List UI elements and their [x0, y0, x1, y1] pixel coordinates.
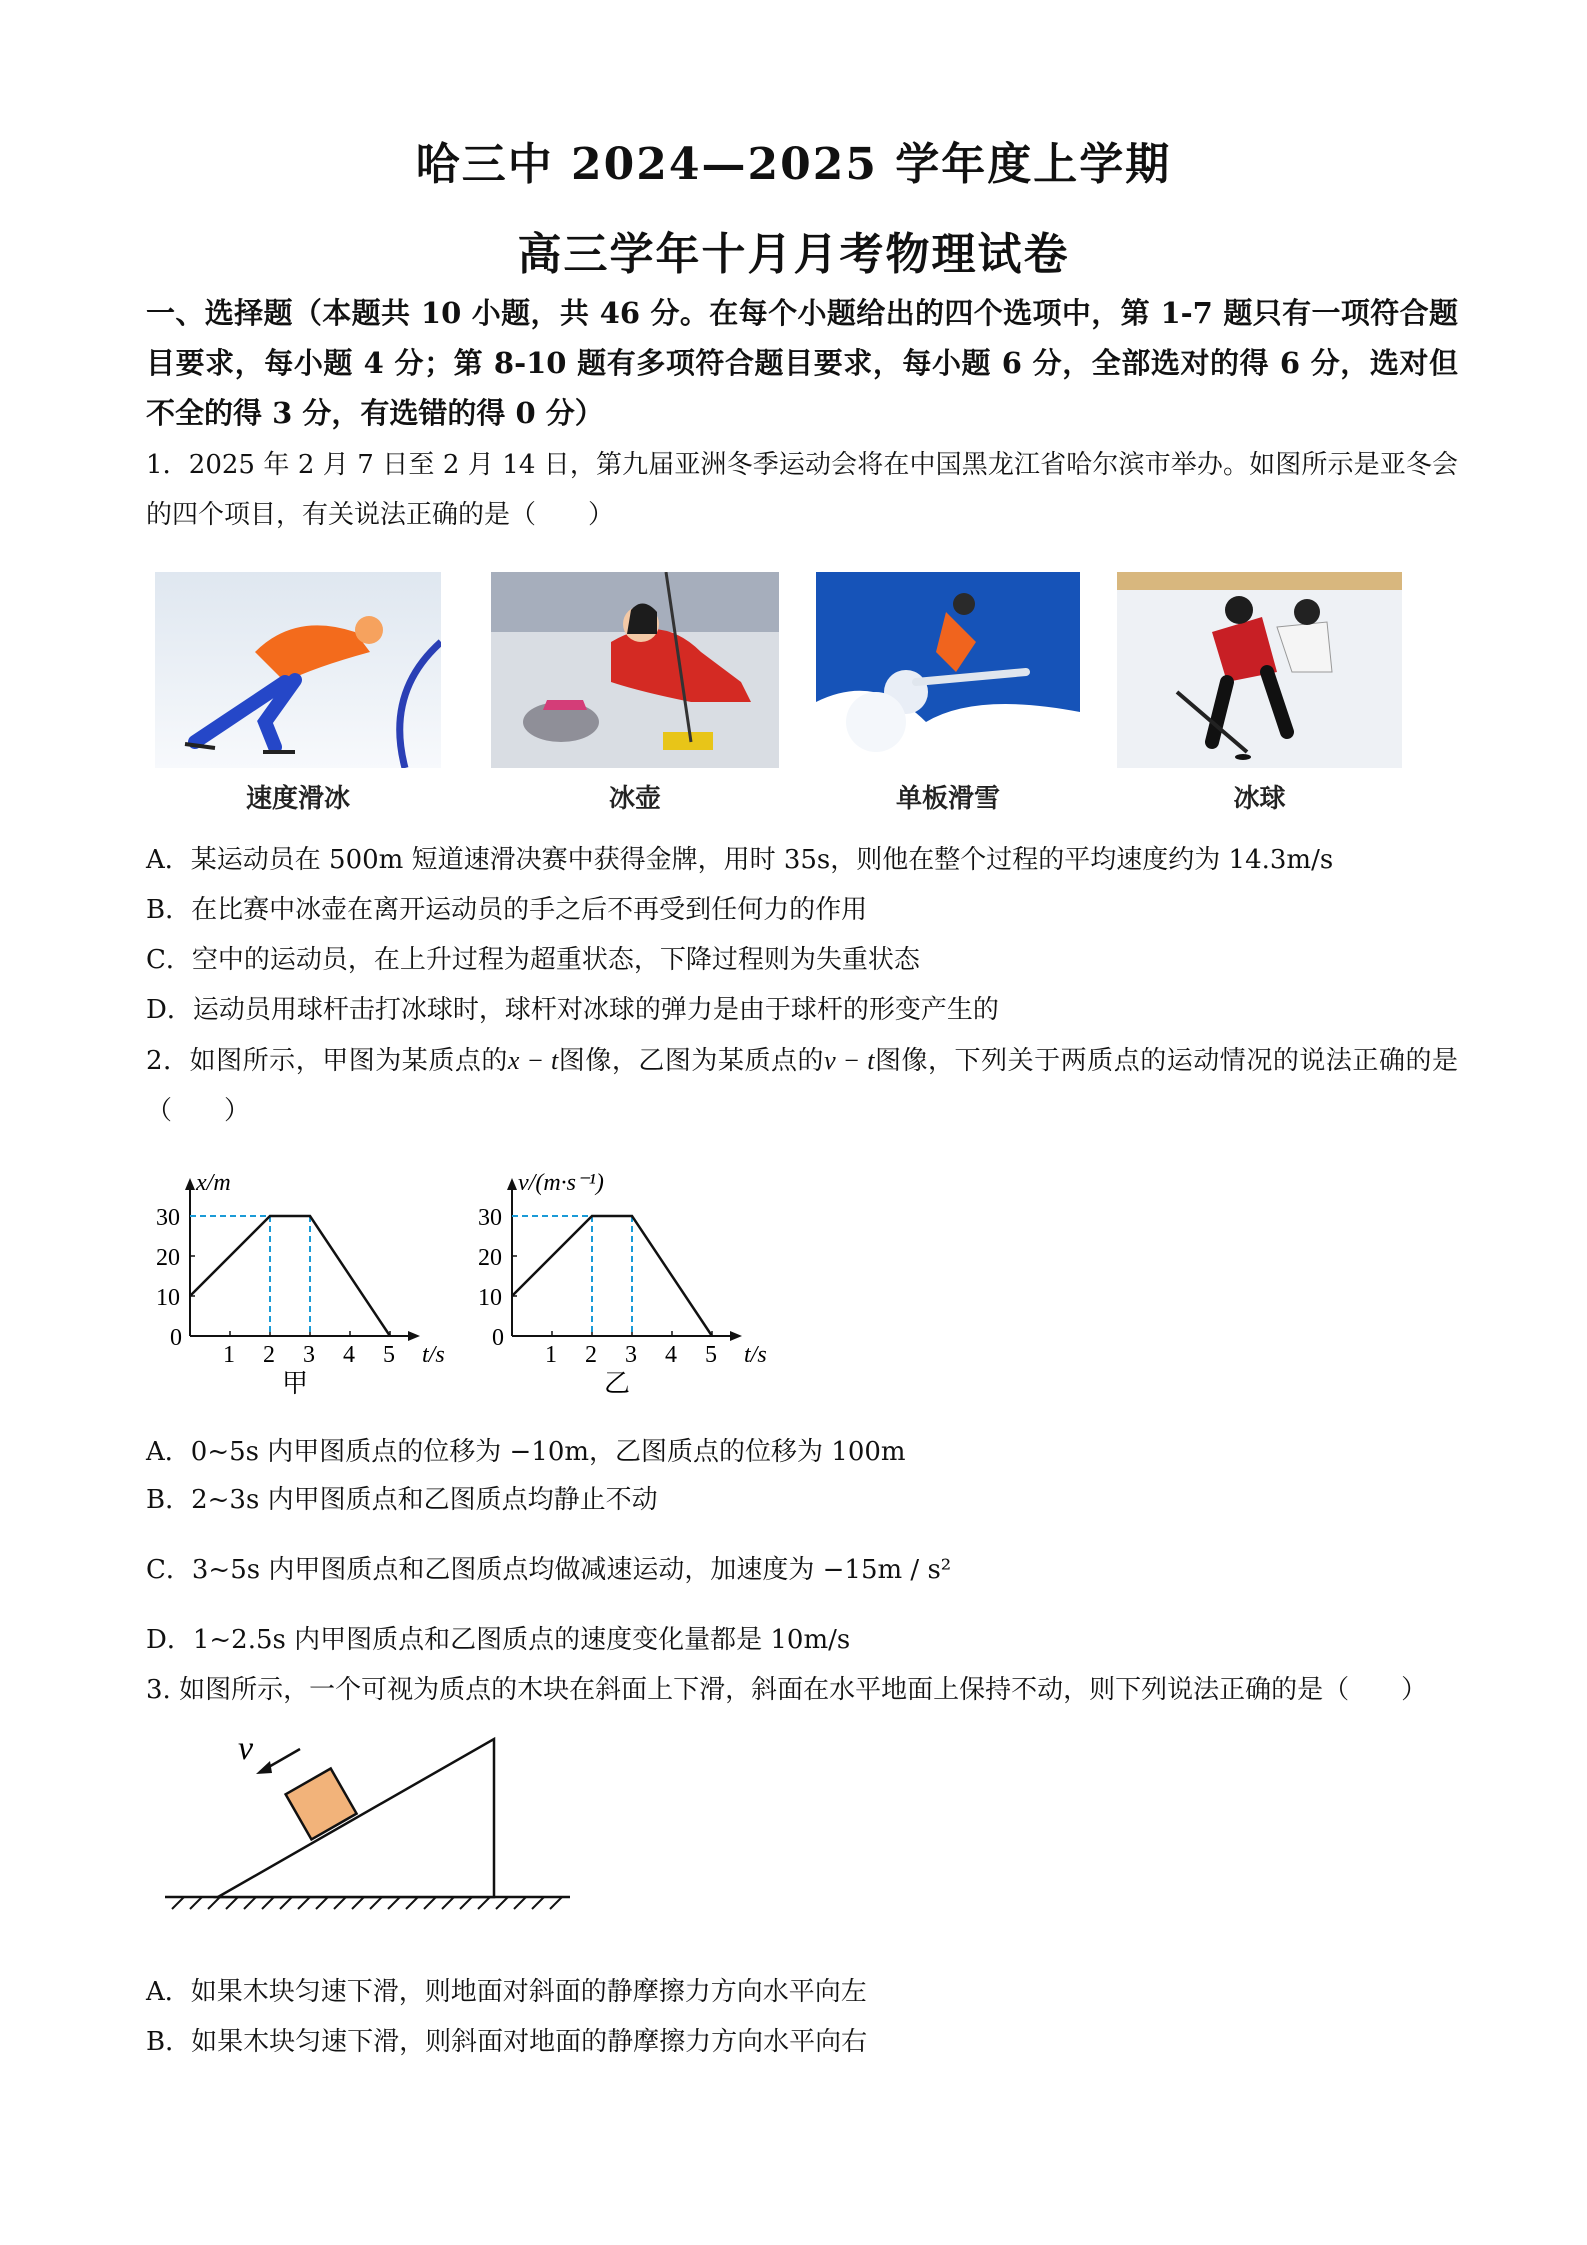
- q2-stem: [146, 1036, 1458, 1136]
- chart-title: 乙: [604, 1369, 631, 1398]
- q2-stem-part1: 2．如图所示，甲图为某质点的: [146, 1046, 508, 1076]
- y-tick-label: 20: [156, 1245, 180, 1271]
- x-tick-label: 5: [383, 1342, 395, 1368]
- series-line: [190, 1216, 390, 1336]
- x-tick-label: 1: [223, 1342, 235, 1368]
- x-tick-label: 2: [263, 1342, 275, 1368]
- exam-title-line1: 哈三中 2024—2025 学年度上学期: [415, 139, 1172, 190]
- x-axis-label: t/s: [744, 1342, 767, 1368]
- q1-stem: 1．2025 年 2 月 7 日至 2 月 14 日，第九届亚洲冬季运动会将在中国黑龙江省哈尔滨市举办。如图所示是亚冬会的四个项目，有关说法正确的是（ ）: [146, 450, 1458, 530]
- y-tick-label: 0: [170, 1325, 182, 1351]
- x-t-chart: [148, 1148, 448, 1398]
- q2-option-d[interactable]: D．1~2.5s 内甲图质点和乙图质点的速度变化量都是 10m/s: [146, 1625, 851, 1655]
- q2-stem-vt: v − t: [824, 1046, 875, 1075]
- y-tick-label: 10: [156, 1285, 180, 1311]
- q2-stem-part2: 图像，乙图为某质点的: [558, 1046, 825, 1076]
- incline: [218, 1739, 494, 1897]
- caption-curling: 冰壶: [608, 784, 661, 814]
- x-axis-arrow: [408, 1331, 420, 1341]
- x-tick-label: 4: [343, 1342, 355, 1368]
- q2-option-b[interactable]: B．2~3s 内甲图质点和乙图质点均静止不动: [146, 1485, 658, 1515]
- q3-option-a[interactable]: A．如果木块匀速下滑，则地面对斜面的静摩擦力方向水平向左: [146, 1977, 867, 2007]
- v-t-chart: [470, 1148, 790, 1398]
- caption-ice-hockey: 冰球: [1233, 784, 1286, 814]
- y-tick-label: 0: [492, 1325, 504, 1351]
- x-tick-label: 4: [665, 1342, 677, 1368]
- q3-stem: 3. 如图所示，一个可视为质点的木块在斜面上下滑，斜面在水平地面上保持不动，则下列说法正确的是（ ）: [146, 1675, 1428, 1705]
- y-tick-label: 10: [478, 1285, 502, 1311]
- x-axis-label: t/s: [422, 1342, 445, 1368]
- speed-skating-photo: [155, 572, 441, 768]
- curling-photo: [491, 572, 779, 768]
- snowboard-photo: [816, 572, 1080, 768]
- q2-option-a[interactable]: A．0~5s 内甲图质点的位移为 −10m，乙图质点的位移为 100m: [146, 1437, 906, 1467]
- x-tick-label: 2: [585, 1342, 597, 1368]
- q2-stem-xt: x − t: [507, 1046, 559, 1075]
- caption-snowboard: 单板滑雪: [895, 784, 1000, 814]
- y-axis-arrow: [507, 1178, 517, 1190]
- chart-title: 甲: [282, 1369, 309, 1398]
- velocity-label: v: [238, 1730, 254, 1767]
- exam-title-line2: 高三学年十月月考物理试卷: [517, 229, 1070, 280]
- q1-option-b[interactable]: B．在比赛中冰壶在离开运动员的手之后不再受到任何力的作用: [146, 895, 868, 925]
- incline-figure: [160, 1725, 580, 1925]
- ground-hatch: [172, 1897, 562, 1909]
- q3-option-b[interactable]: B．如果木块匀速下滑，则斜面对地面的静摩擦力方向水平向右: [146, 2027, 868, 2057]
- caption-speed-skating: 速度滑冰: [245, 784, 350, 814]
- y-axis-arrow: [185, 1178, 195, 1190]
- q2-stem-part3: 图像，下列关于两质点的运动情况的说法正确的是（ ）: [146, 1046, 1458, 1126]
- ice-hockey-photo: [1117, 572, 1402, 768]
- x-tick-label: 3: [303, 1342, 315, 1368]
- x-tick-label: 1: [545, 1342, 557, 1368]
- y-axis-label: x/m: [196, 1170, 231, 1196]
- y-tick-label: 30: [156, 1205, 180, 1231]
- q1-option-a[interactable]: A．某运动员在 500m 短道速滑决赛中获得金牌，用时 35s，则他在整个过程的平均速度约为 14.3m/s: [146, 845, 1334, 875]
- y-axis-label: v/(m·s⁻¹): [518, 1170, 604, 1196]
- x-tick-label: 5: [705, 1342, 717, 1368]
- y-tick-label: 30: [478, 1205, 502, 1231]
- x-tick-label: 3: [625, 1342, 637, 1368]
- series-line: [512, 1216, 712, 1336]
- x-axis-arrow: [730, 1331, 742, 1341]
- q1-option-d[interactable]: D．运动员用球杆击打冰球时，球杆对冰球的弹力是由于球杆的形变产生的: [146, 995, 999, 1025]
- y-tick-label: 20: [478, 1245, 502, 1271]
- q1-option-c[interactable]: C．空中的运动员，在上升过程为超重状态，下降过程则为失重状态: [146, 945, 920, 975]
- q2-option-c[interactable]: C．3~5s 内甲图质点和乙图质点均做减速运动，加速度为 −15m / s²: [146, 1555, 952, 1585]
- section-heading: 一、选择题（本题共 10 小题，共 46 分。在每个小题给出的四个选项中，第 1-7 题只有一项符合题目要求，每小题 4 分；第 8-10 题有多项符合题目要求，每小题 6 分，全部选对的得 6 分，选对但不全的得 3 分，有选错的得 0 分）: [146, 296, 1458, 430]
